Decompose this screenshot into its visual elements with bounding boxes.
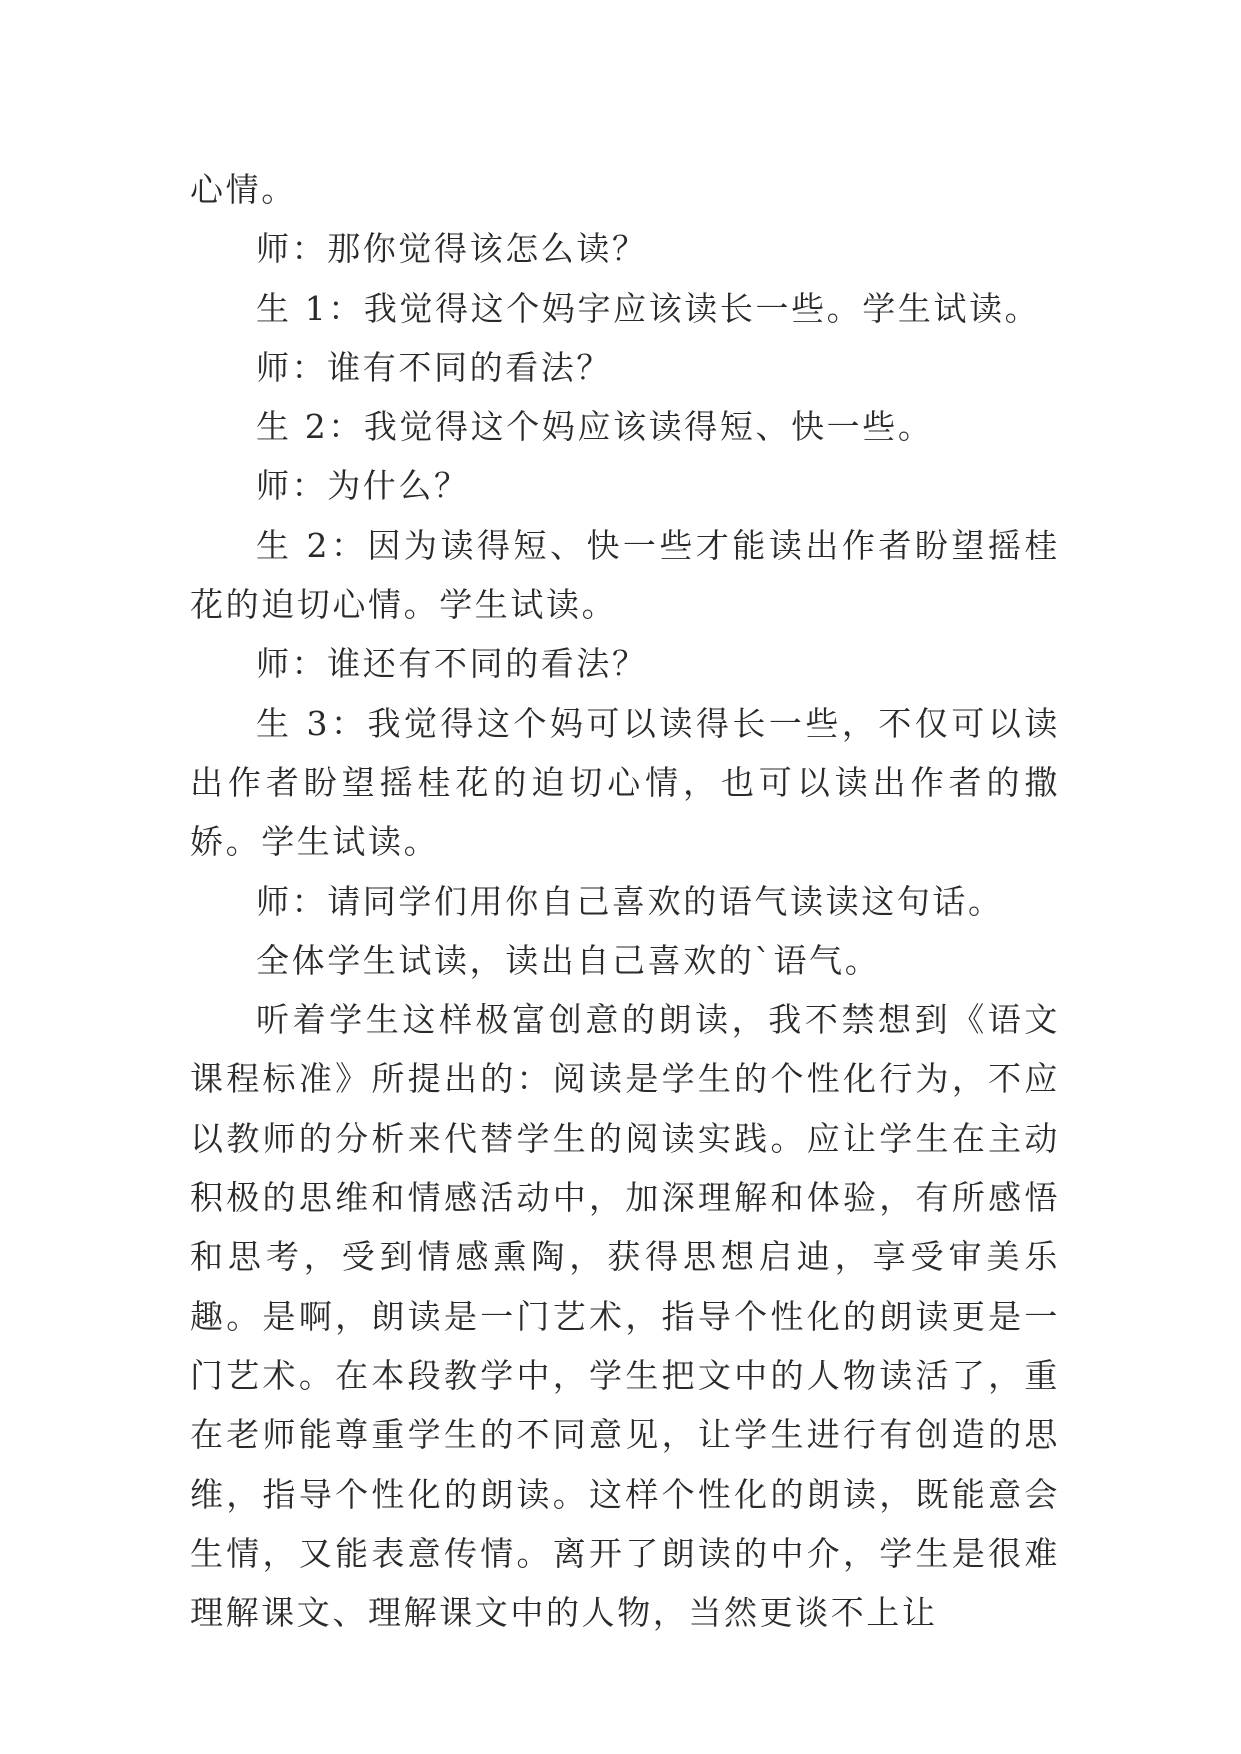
paragraph-10: 师：请同学们用你自己喜欢的语气读读这句话。 <box>256 881 1004 921</box>
paragraph-12: 听着学生这样极富创意的朗读，我不禁想到《语文课程标准》所提出的：阅读是学生的个性化行为，不应以教师的分析来代替学生的阅读实践。应让学生在主动积极的思维和情感活动中，加深理解和体验，有所感悟和思考，受到情感熏陶，获得思想启迪，享受审美乐趣。是啊，朗读是一门艺术，指导个性化的朗读更是一门艺术。在本段教学中，学生把文中的人物读活了，重在老师能尊重学生的不同意见，让学生进行有创造的思维，指导个性化的朗读。这样个性化的朗读，既能意会生情，又能表意传情。离开了朗读的中介，学生是很难理解课文、理解课文中的人物，当然更谈不上让 <box>190 1000 1060 1633</box>
paragraph-9: 生 3：我觉得这个妈可以读得长一些，不仅可以读出作者盼望摇桂花的迫切心情，也可以读出作者的撒娇。学生试读。 <box>190 703 1060 862</box>
paragraph-6: 师：为什么？ <box>256 466 470 506</box>
paragraph-3: 生 1：我觉得这个妈字应该读长一些。学生试读。 <box>256 288 1041 328</box>
paragraph-4: 师：谁有不同的看法？ <box>256 347 612 387</box>
paragraph-8: 师：谁还有不同的看法？ <box>256 644 648 684</box>
paragraph-5: 生 2：我觉得这个妈应该读得短、快一些。 <box>256 407 934 447</box>
paragraph-2: 师：那你觉得该怎么读？ <box>256 229 648 269</box>
paragraph-1: 心情。 <box>190 170 297 209</box>
paragraph-11: 全体学生试读，读出自己喜欢的`语气。 <box>256 940 881 980</box>
paragraph-7: 生 2：因为读得短、快一些才能读出作者盼望摇桂花的迫切心情。学生试读。 <box>190 525 1060 625</box>
document-body <box>190 160 1060 1642</box>
